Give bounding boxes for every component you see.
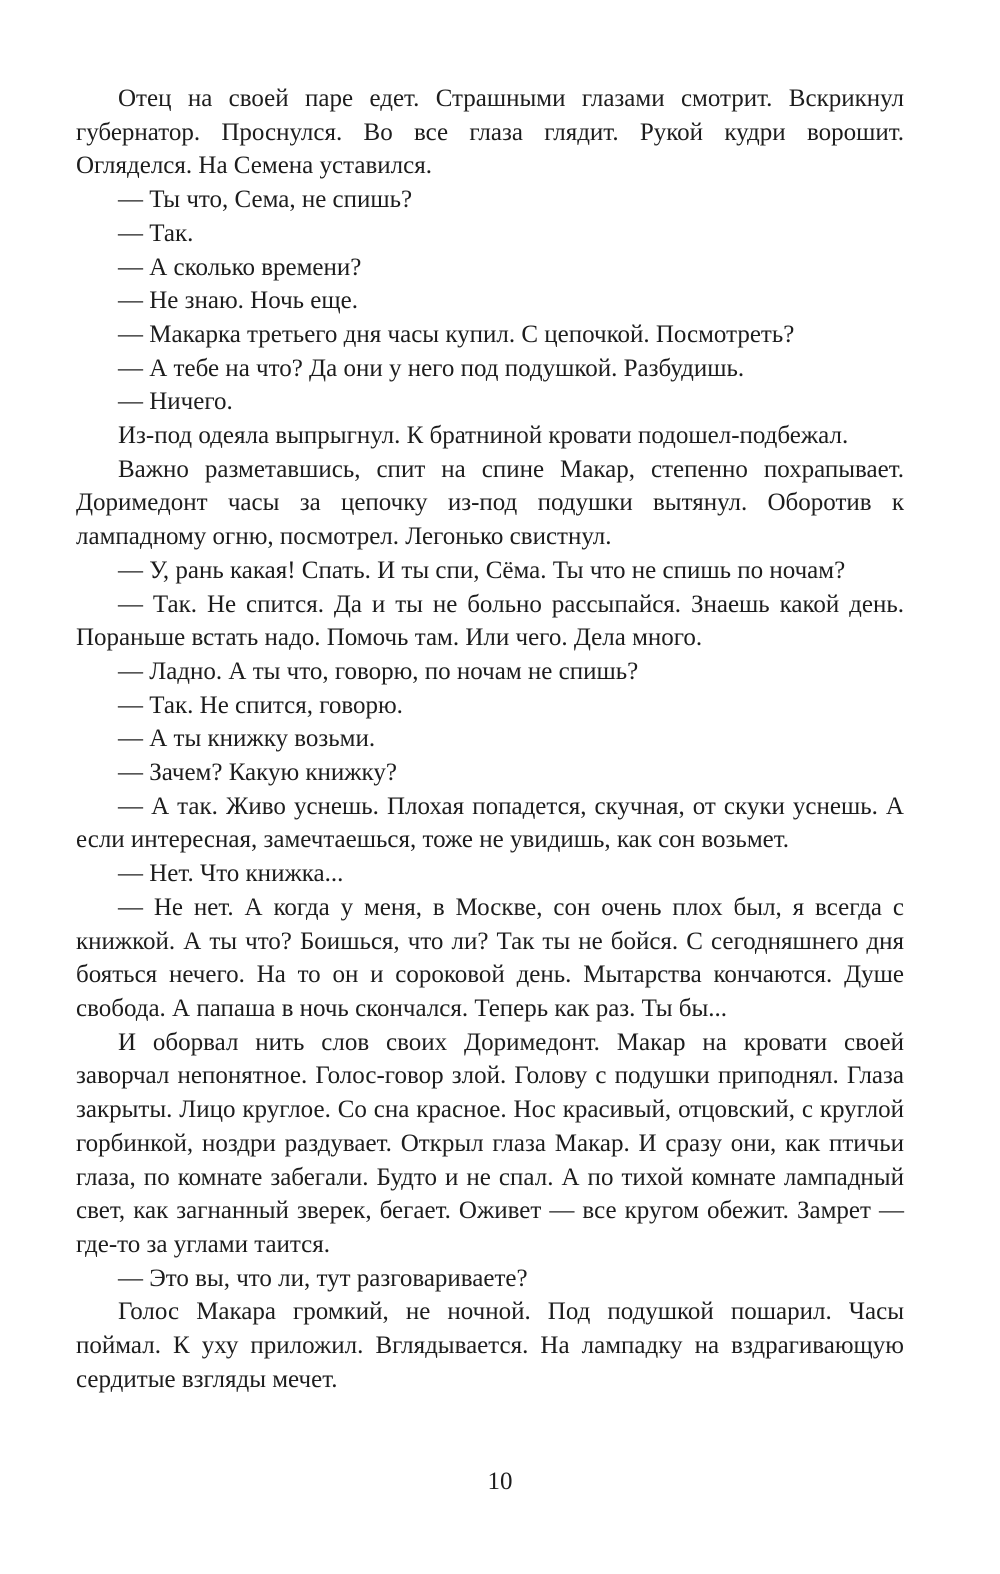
dialogue-line: — Так. Не спится, говорю. [118, 691, 403, 719]
dialogue-line: — Ты что, Сема, не спишь? [118, 186, 413, 214]
dialogue-line: — Зачем? Какую книжку? [118, 759, 397, 787]
dialogue-line: — А сколько времени? [118, 253, 362, 281]
dialogue-line: — Это вы, что ли, тут разговариваете? [118, 1264, 528, 1292]
paragraph: Из-под одеяла выпрыгнул. К братниной кровати подошел-подбежал. [118, 422, 849, 450]
paragraph: И оборвал нить слов своих Доримедонт. Макар на кровати своей заворчал непонятное. Голос-говор злой. Голову с подушки приподнял. Глаза закрыты. Лицо круглое. Со сна красное. Нос красивый, отцовский, с круглой горбинкой, ноздри раздувает. Открыл глаза Макар. И сразу они, как птичьи глаза, по комнате забегали. Будто и не спал. А по тихой комнате лампадный свет, как загнанный зверек, бегает. Оживет — все кругом обежит. Замрет — где-то за углами таится. [76, 1028, 904, 1258]
page-body [76, 82, 904, 1396]
dialogue-line: — А ты книжку возьми. [118, 725, 376, 753]
dialogue-line: — А тебе на что? Да они у него под подушкой. Разбудишь. [118, 354, 745, 382]
dialogue-line: — Макарка третьего дня часы купил. С цепочкой. Посмотреть? [118, 320, 795, 348]
page-number: 10 [487, 1468, 513, 1495]
dialogue-line: — Не нет. А когда у меня, в Москве, сон очень плох был, я всегда с книжкой. А ты что? Боишься, что ли? Так ты не бойся. С сегодняшнего дня бояться нечего. На то он и сороковой день. Мытарства кончаются. Душе свобода. А папаша в ночь скончался. Теперь как раз. Ты бы... [76, 893, 904, 1022]
paragraph: Голос Макара громкий, не ночной. Под подушкой пошарил. Часы поймал. К уху приложил. Вглядывается. На лампадку на вздрагивающую сердитые взгляды мечет. [76, 1298, 904, 1393]
dialogue-line: — Так. Не спится. Да и ты не больно рассыпайся. Знаешь какой день. Пораньше встать надо. Помочь там. Или чего. Дела много. [76, 590, 904, 652]
dialogue-line: — У, рань какая! Спать. И ты спи, Сёма. Ты что не спишь по ночам? [118, 556, 846, 584]
dialogue-line: — Нет. Что книжка... [118, 860, 344, 888]
paragraph: Важно разметавшись, спит на спине Макар, степенно похрапывает. Доримедонт часы за цепочку из-под подушки вытянул. Оборотив к лампадному огню, посмотрел. Легонько свистнул. [76, 455, 904, 551]
dialogue-line: — Так. [118, 219, 194, 247]
dialogue-line: — Ладно. А ты что, говорю, по ночам не спишь? [118, 657, 639, 685]
dialogue-line: — Ничего. [118, 388, 233, 416]
dialogue-line: — А так. Живо уснешь. Плохая попадется, скучная, от скуки уснешь. А если интересная, замечтаешься, тоже не увидишь, как сон возьмет. [76, 792, 904, 854]
paragraph: Отец на своей паре едет. Страшными глазами смотрит. Вскрикнул губернатор. Проснулся. Во все глаза глядит. Рукой кудри ворошит. Огляделся. На Семена уставился. [76, 85, 904, 180]
dialogue-line: — Не знаю. Ночь еще. [118, 287, 359, 315]
